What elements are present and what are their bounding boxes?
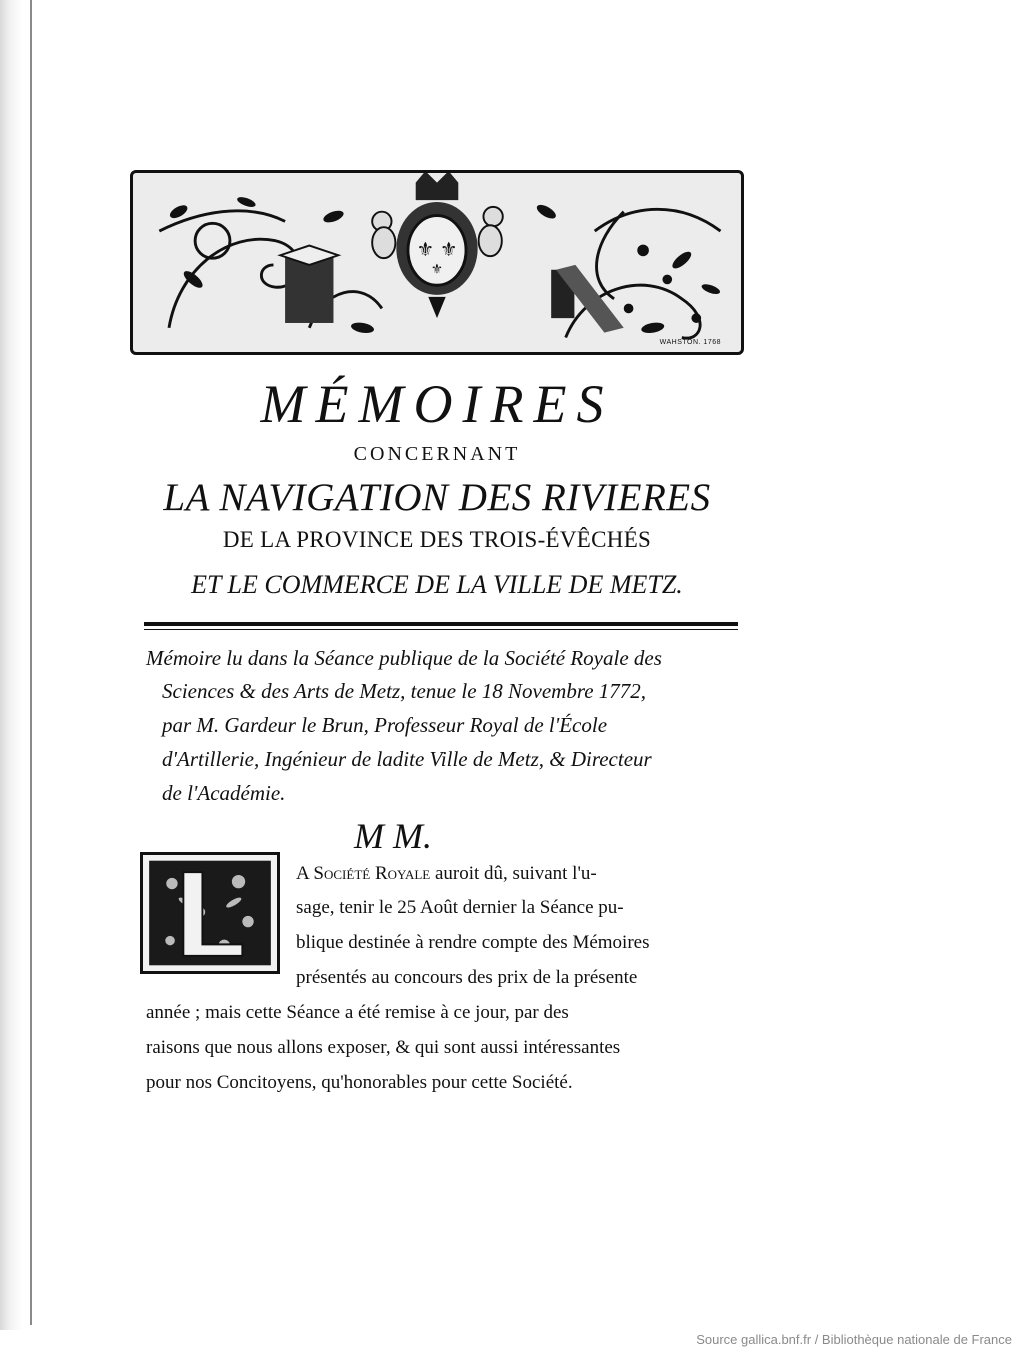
title-rule (144, 622, 738, 626)
body-line: raisons que nous allons exposer, & qui sont aussi intéressantes (146, 1037, 621, 1058)
title-rule-thin (144, 629, 738, 630)
body-line: sage, tenir le 25 Août dernier la Séance pu- (296, 897, 624, 918)
title-province: DE LA PROVINCE DES TROIS-ÉVÊCHÉS (222, 527, 652, 552)
svg-text:⚜: ⚜ (430, 261, 444, 278)
memoire-intro-line: d'Artillerie, Ingénieur de ladite Ville de Metz, & Directeur (162, 747, 652, 771)
title-navigation: LA NAVIGATION DES RIVIERES (163, 476, 711, 519)
body-line1-rest: auroit dû, suivant l'u- (430, 863, 597, 884)
body-line: présentés au concours des prix de la présente (296, 967, 638, 988)
memoire-intro-line: Mémoire lu dans la Séance publique de la Société Royale des (146, 646, 662, 670)
engraver-signature: WAHSTON. 1768 (659, 339, 721, 346)
decorative-initial-l (140, 852, 280, 974)
title-commerce: ET LE COMMERCE DE LA VILLE DE METZ. (191, 570, 683, 599)
body-line: pour nos Concitoyens, qu'honorables pour cette Société. (146, 1072, 573, 1093)
salutation: M M. (354, 816, 432, 856)
ornamental-headpiece (130, 170, 744, 355)
body-line: année ; mais cette Séance a été remise à ce jour, par des (146, 1002, 569, 1023)
memoire-intro-line: Sciences & des Arts de Metz, tenue le 18 Novembre 1772, (162, 679, 647, 703)
memoire-intro-line: par M. Gardeur le Brun, Professeur Royal de l'École (162, 713, 608, 737)
body-smallcaps: A Société Royale (296, 863, 431, 884)
memoire-intro-line: de l'Académie. (162, 781, 286, 805)
body-line-1 (296, 863, 597, 885)
document-title: MÉMOIRES (260, 374, 614, 434)
body-line: blique destinée à rendre compte des Mémoires (296, 932, 650, 953)
source-credit: Source gallica.bnf.fr / Bibliothèque nationale de France (696, 1332, 1012, 1347)
svg-text:⚜ ⚜: ⚜ ⚜ (416, 238, 458, 262)
title-concernant: CONCERNANT (353, 443, 521, 465)
